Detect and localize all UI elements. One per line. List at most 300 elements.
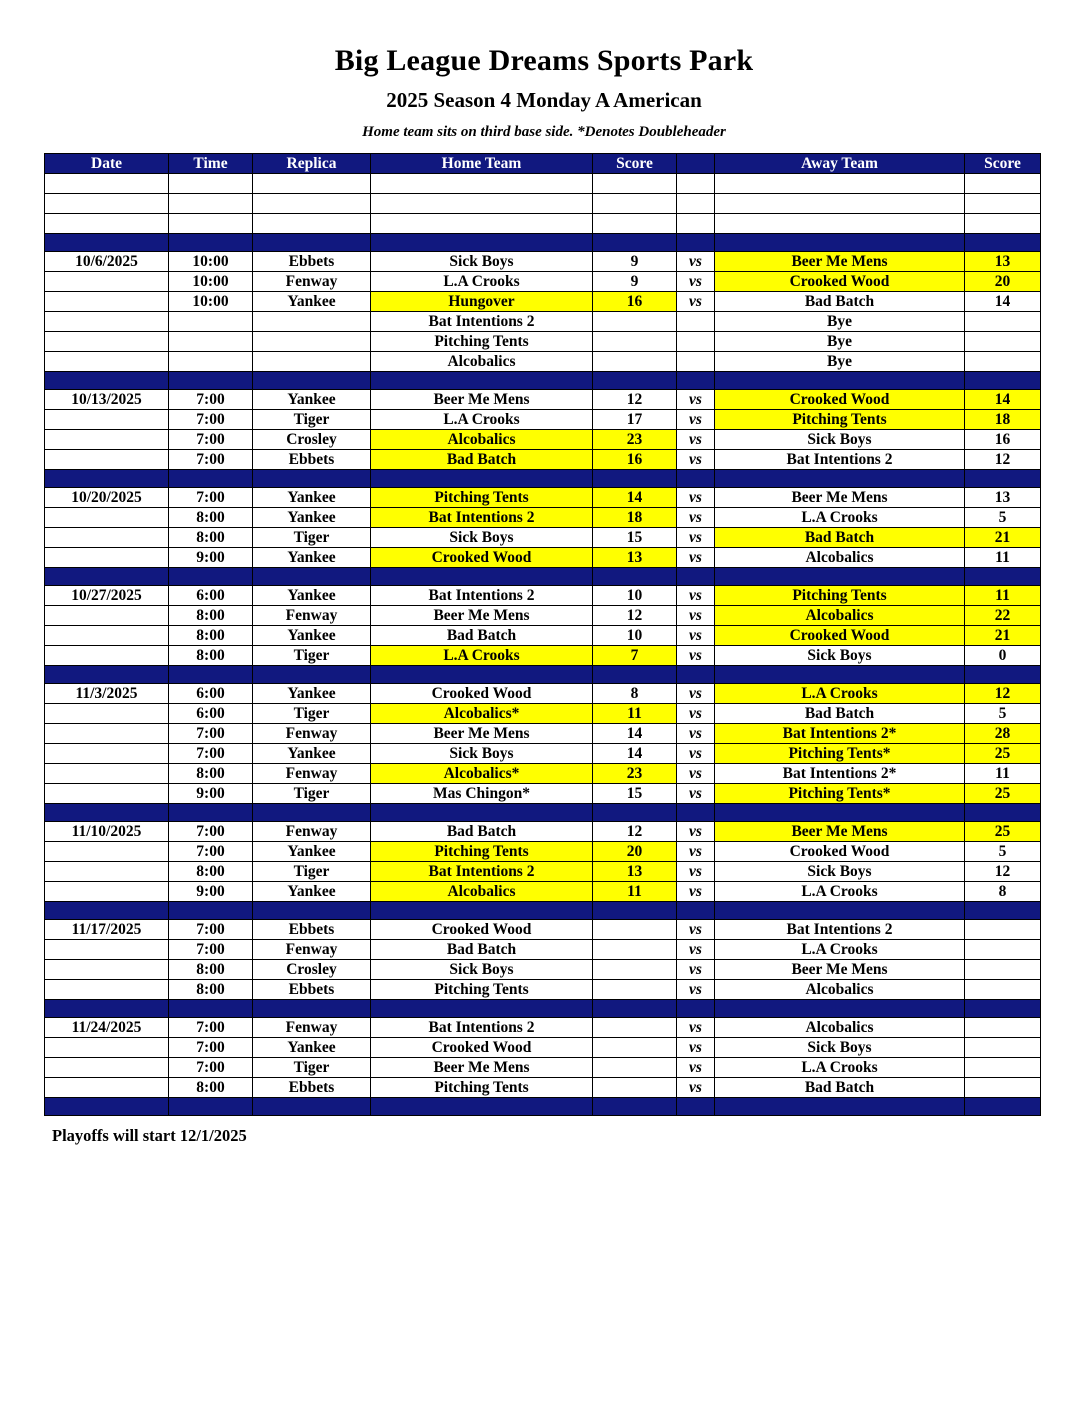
home-team: L.A Crooks xyxy=(371,410,593,430)
game-time: 8:00 xyxy=(169,764,253,784)
home-score: 13 xyxy=(593,862,677,882)
away-score: 12 xyxy=(965,862,1041,882)
game-time: 8:00 xyxy=(169,646,253,666)
game-date xyxy=(45,332,169,352)
home-score xyxy=(593,1058,677,1078)
week-separator-row xyxy=(45,372,1041,390)
separator-cell xyxy=(715,804,965,822)
home-team: Crooked Wood xyxy=(371,1038,593,1058)
game-replica-field: Yankee xyxy=(253,882,371,902)
game-replica-field: Crosley xyxy=(253,960,371,980)
separator-cell xyxy=(169,568,253,586)
home-score: 23 xyxy=(593,430,677,450)
blank-cell xyxy=(715,194,965,214)
home-score: 13 xyxy=(593,548,677,568)
separator-cell xyxy=(45,804,169,822)
away-score: 18 xyxy=(965,410,1041,430)
game-time: 8:00 xyxy=(169,960,253,980)
away-team: Pitching Tents* xyxy=(715,744,965,764)
separator-cell xyxy=(965,470,1041,488)
game-date xyxy=(45,744,169,764)
away-score: 21 xyxy=(965,626,1041,646)
vs-label: vs xyxy=(677,488,715,508)
separator-cell xyxy=(169,1098,253,1116)
away-score: 25 xyxy=(965,784,1041,804)
away-score: 22 xyxy=(965,606,1041,626)
table-row xyxy=(45,252,1041,272)
home-team: Pitching Tents xyxy=(371,488,593,508)
game-date: 10/27/2025 xyxy=(45,586,169,606)
table-row xyxy=(45,548,1041,568)
separator-cell xyxy=(45,568,169,586)
game-replica-field: Ebbets xyxy=(253,980,371,1000)
separator-cell xyxy=(593,234,677,252)
vs-label: vs xyxy=(677,764,715,784)
away-team: Bat Intentions 2 xyxy=(715,920,965,940)
blank-cell xyxy=(965,214,1041,234)
game-date xyxy=(45,980,169,1000)
separator-cell xyxy=(677,1000,715,1018)
blank-cell xyxy=(965,194,1041,214)
game-date xyxy=(45,882,169,902)
game-time: 7:00 xyxy=(169,744,253,764)
game-time: 7:00 xyxy=(169,1018,253,1038)
column-header-away-score: Score xyxy=(965,154,1041,174)
game-time: 9:00 xyxy=(169,548,253,568)
away-team: Bat Intentions 2* xyxy=(715,764,965,784)
game-time: 7:00 xyxy=(169,1058,253,1078)
vs-label: vs xyxy=(677,252,715,272)
separator-cell xyxy=(371,804,593,822)
game-date xyxy=(45,352,169,372)
home-score: 7 xyxy=(593,646,677,666)
game-date: 11/24/2025 xyxy=(45,1018,169,1038)
vs-label: vs xyxy=(677,980,715,1000)
separator-cell xyxy=(169,804,253,822)
away-team: Alcobalics xyxy=(715,548,965,568)
table-row xyxy=(45,626,1041,646)
game-time: 8:00 xyxy=(169,980,253,1000)
separator-cell xyxy=(253,902,371,920)
away-team: Beer Me Mens xyxy=(715,960,965,980)
away-score: 14 xyxy=(965,292,1041,312)
away-team: Bad Batch xyxy=(715,704,965,724)
vs-label: vs xyxy=(677,528,715,548)
separator-cell xyxy=(715,234,965,252)
away-team: Crooked Wood xyxy=(715,390,965,410)
game-date: 10/13/2025 xyxy=(45,390,169,410)
home-score: 12 xyxy=(593,390,677,410)
blank-cell xyxy=(677,214,715,234)
table-row xyxy=(45,292,1041,312)
game-replica-field: Yankee xyxy=(253,626,371,646)
week-separator-row xyxy=(45,470,1041,488)
game-date xyxy=(45,862,169,882)
home-team: Bat Intentions 2 xyxy=(371,1018,593,1038)
separator-cell xyxy=(45,666,169,684)
blank-cell xyxy=(715,214,965,234)
home-score: 17 xyxy=(593,410,677,430)
home-score: 16 xyxy=(593,450,677,470)
game-date xyxy=(45,1078,169,1098)
home-score: 14 xyxy=(593,744,677,764)
game-time xyxy=(169,312,253,332)
vs-label: vs xyxy=(677,842,715,862)
home-team: Beer Me Mens xyxy=(371,390,593,410)
table-row xyxy=(45,1078,1041,1098)
blank-cell xyxy=(253,214,371,234)
game-time: 10:00 xyxy=(169,252,253,272)
week-separator-row xyxy=(45,234,1041,252)
home-score: 11 xyxy=(593,704,677,724)
page-note: Home team sits on third base side. *Denotes Doubleheader xyxy=(362,124,726,140)
home-score: 8 xyxy=(593,684,677,704)
home-team: Crooked Wood xyxy=(371,684,593,704)
away-team: Bye xyxy=(715,332,965,352)
home-score: 11 xyxy=(593,882,677,902)
home-team: Beer Me Mens xyxy=(371,606,593,626)
away-team: Beer Me Mens xyxy=(715,252,965,272)
game-replica-field: Yankee xyxy=(253,488,371,508)
game-replica-field: Crosley xyxy=(253,430,371,450)
away-team: Bad Batch xyxy=(715,1078,965,1098)
home-team: Sick Boys xyxy=(371,960,593,980)
away-team: Pitching Tents xyxy=(715,410,965,430)
away-score: 28 xyxy=(965,724,1041,744)
away-team: Sick Boys xyxy=(715,430,965,450)
game-replica-field xyxy=(253,312,371,332)
separator-cell xyxy=(593,666,677,684)
game-date xyxy=(45,606,169,626)
schedule-table xyxy=(44,153,1041,1116)
separator-cell xyxy=(45,234,169,252)
separator-cell xyxy=(253,1000,371,1018)
separator-cell xyxy=(677,470,715,488)
separator-cell xyxy=(965,666,1041,684)
home-score xyxy=(593,312,677,332)
away-score: 8 xyxy=(965,882,1041,902)
game-time: 7:00 xyxy=(169,450,253,470)
home-score: 9 xyxy=(593,272,677,292)
separator-cell xyxy=(253,666,371,684)
separator-cell xyxy=(593,568,677,586)
game-replica-field: Yankee xyxy=(253,548,371,568)
column-header-vs xyxy=(677,154,715,174)
home-score: 10 xyxy=(593,586,677,606)
game-date xyxy=(45,724,169,744)
game-date xyxy=(45,548,169,568)
table-row xyxy=(45,390,1041,410)
home-team: L.A Crooks xyxy=(371,646,593,666)
separator-cell xyxy=(45,470,169,488)
vs-label: vs xyxy=(677,586,715,606)
blank-row xyxy=(45,174,1041,194)
blank-cell xyxy=(593,214,677,234)
home-score: 12 xyxy=(593,606,677,626)
home-team: Pitching Tents xyxy=(371,842,593,862)
separator-cell xyxy=(965,234,1041,252)
away-team: Bad Batch xyxy=(715,292,965,312)
game-date xyxy=(45,940,169,960)
game-replica-field: Fenway xyxy=(253,272,371,292)
home-team: Sick Boys xyxy=(371,528,593,548)
separator-cell xyxy=(677,666,715,684)
game-replica-field: Fenway xyxy=(253,940,371,960)
away-score: 16 xyxy=(965,430,1041,450)
away-score: 12 xyxy=(965,684,1041,704)
away-score xyxy=(965,940,1041,960)
game-replica-field: Fenway xyxy=(253,724,371,744)
vs-label: vs xyxy=(677,940,715,960)
away-team: L.A Crooks xyxy=(715,1058,965,1078)
away-score: 13 xyxy=(965,488,1041,508)
table-row xyxy=(45,410,1041,430)
separator-cell xyxy=(965,568,1041,586)
table-row xyxy=(45,744,1041,764)
home-score xyxy=(593,920,677,940)
game-date xyxy=(45,764,169,784)
table-row xyxy=(45,312,1041,332)
home-team: Crooked Wood xyxy=(371,920,593,940)
week-separator-row xyxy=(45,568,1041,586)
table-row xyxy=(45,784,1041,804)
home-score: 9 xyxy=(593,252,677,272)
blank-cell xyxy=(677,194,715,214)
separator-cell xyxy=(371,902,593,920)
game-replica-field: Yankee xyxy=(253,390,371,410)
separator-cell xyxy=(965,372,1041,390)
table-header-row xyxy=(45,154,1041,174)
separator-cell xyxy=(677,568,715,586)
home-score xyxy=(593,960,677,980)
away-team: Pitching Tents xyxy=(715,586,965,606)
table-row xyxy=(45,606,1041,626)
game-date xyxy=(45,704,169,724)
game-time: 7:00 xyxy=(169,822,253,842)
separator-cell xyxy=(965,804,1041,822)
separator-cell xyxy=(715,666,965,684)
separator-cell xyxy=(715,470,965,488)
game-replica-field: Ebbets xyxy=(253,1078,371,1098)
away-score: 5 xyxy=(965,704,1041,724)
away-score xyxy=(965,352,1041,372)
vs-label: vs xyxy=(677,390,715,410)
game-time: 7:00 xyxy=(169,920,253,940)
away-team: Crooked Wood xyxy=(715,626,965,646)
away-team: Sick Boys xyxy=(715,646,965,666)
home-team: Bad Batch xyxy=(371,450,593,470)
game-date xyxy=(45,410,169,430)
home-team: Pitching Tents xyxy=(371,332,593,352)
game-date xyxy=(45,430,169,450)
separator-cell xyxy=(965,1000,1041,1018)
vs-label: vs xyxy=(677,508,715,528)
separator-cell xyxy=(677,372,715,390)
game-replica-field: Tiger xyxy=(253,410,371,430)
week-separator-row xyxy=(45,666,1041,684)
table-row xyxy=(45,272,1041,292)
game-replica-field: Fenway xyxy=(253,1018,371,1038)
home-team: Sick Boys xyxy=(371,744,593,764)
game-date: 11/10/2025 xyxy=(45,822,169,842)
game-time: 6:00 xyxy=(169,586,253,606)
blank-cell xyxy=(371,174,593,194)
vs-label: vs xyxy=(677,1058,715,1078)
home-score xyxy=(593,332,677,352)
vs-label: vs xyxy=(677,410,715,430)
separator-cell xyxy=(715,902,965,920)
game-time: 7:00 xyxy=(169,488,253,508)
home-score: 18 xyxy=(593,508,677,528)
away-team: Beer Me Mens xyxy=(715,822,965,842)
away-score xyxy=(965,1018,1041,1038)
blank-cell xyxy=(965,174,1041,194)
separator-cell xyxy=(965,902,1041,920)
home-team: Bat Intentions 2 xyxy=(371,508,593,528)
separator-cell xyxy=(371,234,593,252)
separator-cell xyxy=(371,568,593,586)
home-team: Bat Intentions 2 xyxy=(371,862,593,882)
game-replica-field: Tiger xyxy=(253,646,371,666)
game-date xyxy=(45,784,169,804)
home-team: Bat Intentions 2 xyxy=(371,312,593,332)
week-separator-row xyxy=(45,902,1041,920)
column-header-home-score: Score xyxy=(593,154,677,174)
table-row xyxy=(45,1018,1041,1038)
game-time: 8:00 xyxy=(169,862,253,882)
blank-cell xyxy=(371,194,593,214)
table-row xyxy=(45,764,1041,784)
vs-label: vs xyxy=(677,626,715,646)
blank-row xyxy=(45,214,1041,234)
blank-cell xyxy=(45,194,169,214)
separator-cell xyxy=(593,470,677,488)
separator-cell xyxy=(169,234,253,252)
separator-cell xyxy=(371,666,593,684)
table-header xyxy=(45,154,1041,174)
game-date xyxy=(45,960,169,980)
game-time xyxy=(169,332,253,352)
table-row xyxy=(45,1038,1041,1058)
away-team: Bat Intentions 2 xyxy=(715,450,965,470)
blank-cell xyxy=(593,194,677,214)
blank-cell xyxy=(677,174,715,194)
table-row xyxy=(45,332,1041,352)
game-replica-field xyxy=(253,332,371,352)
table-row xyxy=(45,684,1041,704)
table-row xyxy=(45,862,1041,882)
table-row xyxy=(45,430,1041,450)
vs-label: vs xyxy=(677,960,715,980)
game-replica-field: Tiger xyxy=(253,528,371,548)
away-team: Pitching Tents* xyxy=(715,784,965,804)
separator-cell xyxy=(965,1098,1041,1116)
away-team: Crooked Wood xyxy=(715,842,965,862)
game-date xyxy=(45,292,169,312)
game-time: 7:00 xyxy=(169,842,253,862)
page-subtitle: 2025 Season 4 Monday A American xyxy=(386,88,702,112)
game-time: 6:00 xyxy=(169,704,253,724)
home-score: 23 xyxy=(593,764,677,784)
home-team: Alcobalics* xyxy=(371,764,593,784)
away-team: L.A Crooks xyxy=(715,940,965,960)
separator-cell xyxy=(371,470,593,488)
home-score xyxy=(593,1038,677,1058)
game-date xyxy=(45,1058,169,1078)
away-team: Bye xyxy=(715,352,965,372)
blank-cell xyxy=(253,174,371,194)
separator-cell xyxy=(593,804,677,822)
separator-cell xyxy=(169,666,253,684)
away-team: Alcobalics xyxy=(715,1018,965,1038)
separator-cell xyxy=(715,372,965,390)
away-score: 0 xyxy=(965,646,1041,666)
separator-cell xyxy=(169,1000,253,1018)
home-team: Bad Batch xyxy=(371,940,593,960)
home-score xyxy=(593,980,677,1000)
table-row xyxy=(45,940,1041,960)
home-score: 10 xyxy=(593,626,677,646)
game-replica-field: Yankee xyxy=(253,508,371,528)
table-row xyxy=(45,980,1041,1000)
home-team: Pitching Tents xyxy=(371,1078,593,1098)
away-team: Sick Boys xyxy=(715,862,965,882)
table-row xyxy=(45,508,1041,528)
game-time: 8:00 xyxy=(169,508,253,528)
table-row xyxy=(45,920,1041,940)
game-time: 7:00 xyxy=(169,430,253,450)
game-replica-field xyxy=(253,352,371,372)
blank-cell xyxy=(371,214,593,234)
away-team: Beer Me Mens xyxy=(715,488,965,508)
separator-cell xyxy=(677,804,715,822)
game-time: 10:00 xyxy=(169,292,253,312)
game-replica-field: Yankee xyxy=(253,842,371,862)
separator-cell xyxy=(593,1000,677,1018)
separator-cell xyxy=(371,1000,593,1018)
away-team: Bad Batch xyxy=(715,528,965,548)
away-score: 13 xyxy=(965,252,1041,272)
game-replica-field: Yankee xyxy=(253,586,371,606)
separator-cell xyxy=(45,902,169,920)
home-score: 15 xyxy=(593,528,677,548)
game-replica-field: Ebbets xyxy=(253,252,371,272)
game-replica-field: Yankee xyxy=(253,744,371,764)
away-team: Bat Intentions 2* xyxy=(715,724,965,744)
separator-cell xyxy=(253,234,371,252)
game-date xyxy=(45,842,169,862)
home-score xyxy=(593,1018,677,1038)
separator-cell xyxy=(169,470,253,488)
vs-label: vs xyxy=(677,724,715,744)
away-score xyxy=(965,1078,1041,1098)
away-team: Alcobalics xyxy=(715,606,965,626)
away-team: L.A Crooks xyxy=(715,684,965,704)
column-header-away-team: Away Team xyxy=(715,154,965,174)
game-date: 10/20/2025 xyxy=(45,488,169,508)
separator-cell xyxy=(677,1098,715,1116)
home-team: Mas Chingon* xyxy=(371,784,593,804)
separator-cell xyxy=(45,372,169,390)
game-replica-field: Yankee xyxy=(253,1038,371,1058)
separator-cell xyxy=(169,902,253,920)
game-time: 10:00 xyxy=(169,272,253,292)
home-team: Bad Batch xyxy=(371,822,593,842)
home-team: Crooked Wood xyxy=(371,548,593,568)
home-score xyxy=(593,1078,677,1098)
game-replica-field: Yankee xyxy=(253,684,371,704)
game-replica-field: Yankee xyxy=(253,292,371,312)
